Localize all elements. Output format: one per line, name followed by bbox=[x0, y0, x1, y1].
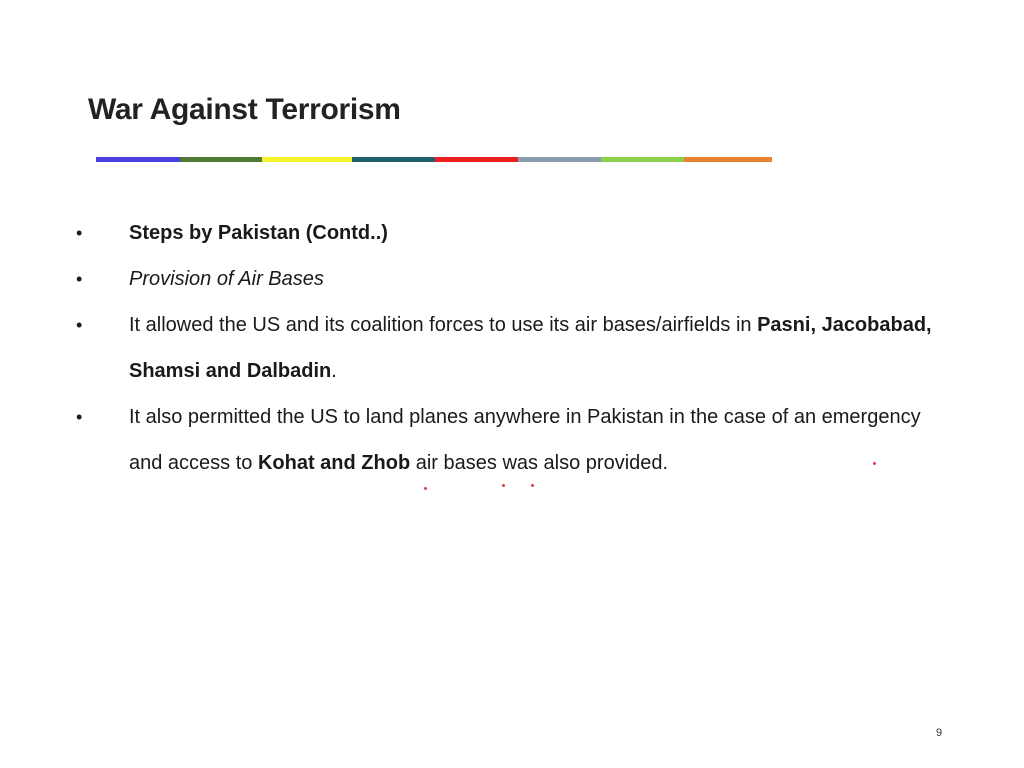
bullet-bold-text: Pasni, Jacobabad, Shamsi and Dalbadin bbox=[129, 314, 932, 382]
title-underline-color-bar bbox=[96, 157, 772, 162]
bullet-text-end: air bases was also provided. bbox=[410, 452, 669, 474]
bullet-text: Provision of Air Bases bbox=[129, 268, 324, 290]
stray-mark bbox=[531, 484, 534, 487]
color-bar-segment bbox=[180, 157, 262, 162]
bullet-item bbox=[76, 302, 956, 394]
color-bar-segment bbox=[352, 157, 435, 162]
stray-mark bbox=[502, 484, 505, 487]
bullet-bold-text: Kohat and Zhob bbox=[257, 452, 411, 474]
bullet-list bbox=[76, 210, 956, 486]
color-bar-segment bbox=[601, 157, 684, 162]
color-bar-segment bbox=[262, 157, 352, 162]
bullet-icon: • bbox=[76, 269, 83, 289]
stray-mark bbox=[424, 487, 427, 490]
page-number: 9 bbox=[936, 727, 943, 739]
color-bar-segment bbox=[684, 157, 772, 162]
bullet-item bbox=[76, 256, 956, 302]
color-bar-segment bbox=[435, 157, 518, 162]
bullet-item bbox=[76, 210, 956, 256]
color-bar-segment bbox=[96, 157, 180, 162]
slide-title: War Against Terrorism bbox=[88, 93, 401, 126]
bullet-icon: • bbox=[76, 315, 83, 335]
stray-mark bbox=[873, 462, 876, 465]
bullet-text-end: . bbox=[331, 360, 337, 382]
bullet-item bbox=[76, 394, 956, 486]
color-bar-segment bbox=[518, 157, 601, 162]
bullet-text: It allowed the US and its coalition forces to use its air bases/airfields in bbox=[129, 314, 758, 336]
bullet-text: It also permitted the US to land planes anywhere in Pakistan in the case of an emergency and access to bbox=[129, 406, 921, 474]
bullet-text: Steps by Pakistan (Contd..) bbox=[129, 222, 388, 244]
bullet-icon: • bbox=[76, 223, 83, 243]
bullet-icon: • bbox=[76, 407, 83, 427]
